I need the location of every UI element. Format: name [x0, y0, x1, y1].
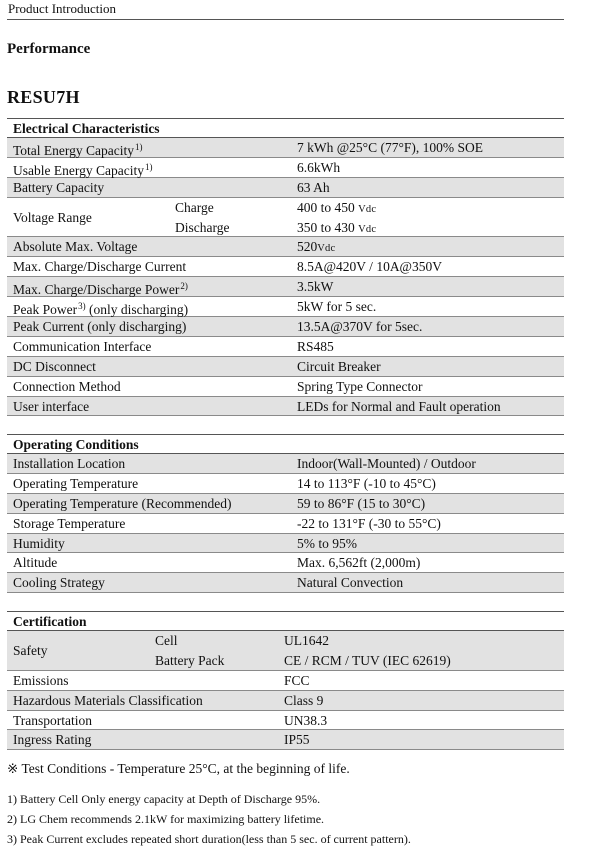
- table-row: [7, 237, 564, 257]
- row-value: 3.5kW: [297, 279, 334, 295]
- table-header: Electrical Characteristics: [7, 118, 564, 138]
- row-value: 5% to 95%: [297, 535, 357, 551]
- table-row: [7, 691, 564, 711]
- table-row: [7, 297, 564, 317]
- row-label: Cooling Strategy: [13, 575, 105, 591]
- table-row: [7, 730, 564, 750]
- row-value: RS485: [297, 338, 334, 354]
- table-row: [7, 631, 564, 671]
- table-row: [7, 357, 564, 377]
- footnote: 2) LG Chem recommends 2.1kW for maximizing battery lifetime.: [7, 812, 325, 826]
- row-label: Battery Capacity: [13, 179, 105, 195]
- table-row: [7, 671, 564, 691]
- row-label: Max. Charge/Discharge Current: [13, 259, 187, 275]
- row-value: CE / RCM / TUV (IEC 62619): [284, 653, 451, 668]
- table-row: [7, 494, 564, 514]
- row-value: Natural Convection: [297, 575, 404, 591]
- row-label: Safety: [13, 643, 48, 658]
- table-header: Certification: [7, 611, 564, 631]
- row-value: 14 to 113°F (-10 to 45°C): [297, 475, 436, 491]
- table-row: [7, 711, 564, 731]
- row-value: -22 to 131°F (-30 to 55°C): [297, 515, 441, 531]
- row-value: 6.6kWh: [297, 159, 341, 175]
- row-value: Spring Type Connector: [297, 378, 423, 394]
- header-divider: [7, 19, 564, 20]
- row-label: Operating Temperature (Recommended): [13, 495, 232, 511]
- sub-label: Cell: [155, 633, 178, 648]
- row-label: Peak Current (only discharging): [13, 319, 187, 335]
- row-value: 13.5A@370V for 5sec.: [297, 319, 423, 335]
- row-value: 520Vdc: [297, 239, 336, 255]
- row-value: 59 to 86°F (15 to 30°C): [297, 495, 426, 511]
- table-row: [7, 337, 564, 357]
- row-value: 5kW for 5 sec.: [297, 299, 377, 315]
- table-row: [7, 573, 564, 593]
- row-label: Max. Charge/Discharge Power$^{2)}$: [13, 281, 188, 298]
- table-row: [7, 257, 564, 277]
- row-value: 7 kWh @25°C (77°F), 100% SOE: [297, 140, 483, 155]
- row-label: Total Energy Capacity$^{1)}$: [13, 142, 143, 158]
- sub-label: Battery Pack: [155, 653, 225, 668]
- table-row: [7, 553, 564, 573]
- row-value: Indoor(Wall-Mounted) / Outdoor: [297, 456, 476, 471]
- row-label: Connection Method: [13, 378, 121, 394]
- row-label: Peak Power$^{3)}$ (only discharging): [13, 301, 189, 318]
- table-row: [7, 158, 564, 178]
- row-label: Operating Temperature: [13, 475, 139, 491]
- footnote: 1) Battery Cell Only energy capacity at Depth of Discharge 95%.: [7, 792, 321, 806]
- row-value: Class 9: [284, 692, 324, 708]
- row-label: Communication Interface: [13, 338, 152, 354]
- row-value: IP55: [284, 732, 310, 748]
- row-value: 400 to 450 Vdc: [297, 199, 377, 215]
- table-row: [7, 138, 564, 158]
- table-row: [7, 474, 564, 494]
- row-value: 8.5A@420V / 10A@350V: [297, 259, 442, 275]
- table-row: [7, 178, 564, 198]
- header-label: Product Introduction: [8, 1, 116, 16]
- electrical-characteristics-table: [7, 118, 564, 416]
- model-title: RESU7H: [7, 87, 80, 107]
- sub-label: Discharge: [175, 219, 230, 235]
- table-header: Operating Conditions: [7, 434, 564, 454]
- operating-conditions-table: [7, 434, 564, 593]
- row-label: Emissions: [13, 672, 69, 688]
- row-label: Voltage Range: [13, 209, 92, 225]
- row-label: Humidity: [13, 535, 65, 551]
- row-label: Absolute Max. Voltage: [13, 239, 138, 255]
- row-label: Ingress Rating: [13, 732, 92, 748]
- row-value: UL1642: [284, 633, 329, 648]
- row-label: User interface: [13, 398, 90, 414]
- row-value: 350 to 430 Vdc: [297, 219, 377, 235]
- row-value: Circuit Breaker: [297, 358, 381, 374]
- row-value: LEDs for Normal and Fault operation: [297, 398, 501, 414]
- table-row: [7, 377, 564, 397]
- row-value: 63 Ah: [297, 179, 330, 195]
- test-conditions-note: ※ Test Conditions - Temperature 25°C, at the beginning of life.: [7, 761, 350, 776]
- sub-label: Charge: [175, 199, 214, 215]
- row-value: UN38.3: [284, 712, 328, 728]
- row-label: Installation Location: [13, 456, 126, 471]
- section-title: Performance: [7, 41, 91, 57]
- table-row: [7, 534, 564, 554]
- row-label: Hazardous Materials Classification: [13, 692, 203, 708]
- certification-table: [7, 611, 564, 750]
- table-row: [7, 317, 564, 337]
- row-value: Max. 6,562ft (2,000m): [297, 555, 421, 571]
- row-label: Altitude: [13, 555, 58, 571]
- row-value: FCC: [284, 672, 310, 688]
- table-row: [7, 277, 564, 297]
- row-label: DC Disconnect: [13, 358, 96, 374]
- table-row: [7, 397, 564, 417]
- row-label: Usable Energy Capacity$^{1)}$: [13, 161, 153, 178]
- table-row: [7, 198, 564, 238]
- table-row: [7, 514, 564, 534]
- footnote: 3) Peak Current excludes repeated short duration(less than 5 sec. of current pattern).: [7, 832, 411, 846]
- row-label: Transportation: [13, 712, 93, 728]
- table-row: [7, 454, 564, 474]
- row-label: Storage Temperature: [13, 515, 126, 531]
